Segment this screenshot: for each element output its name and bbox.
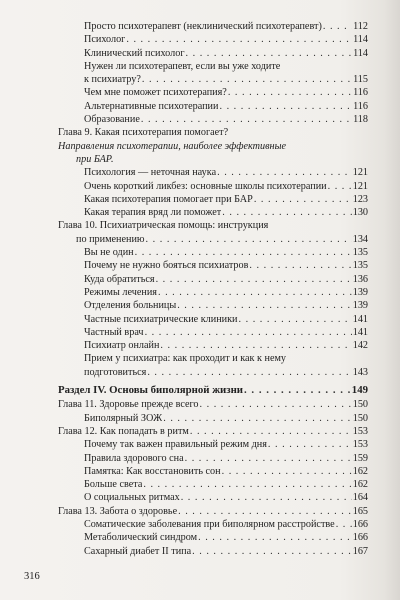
toc-entry <box>58 73 368 86</box>
leader-dots <box>222 465 352 478</box>
leader-dots <box>249 259 351 272</box>
toc-entry <box>58 366 368 379</box>
toc-entry <box>58 313 368 326</box>
toc-page-number: 115 <box>353 74 368 86</box>
toc-page-number: 123 <box>352 193 368 205</box>
toc-page-number: 139 <box>352 286 368 298</box>
toc-entry-title: Метаболический синдром <box>84 532 198 544</box>
toc-entry <box>58 465 368 478</box>
toc-entry <box>58 180 368 193</box>
toc-page-number: 149 <box>351 384 368 397</box>
toc-entry-title: Частный врач <box>84 326 144 338</box>
toc-page-number: 153 <box>352 425 368 437</box>
toc-chapter <box>58 505 368 518</box>
toc-entry-title: Отделения больницы <box>84 300 177 312</box>
toc-entry <box>58 86 368 99</box>
leader-dots <box>163 412 352 425</box>
toc-entry <box>58 518 368 531</box>
toc-page-number: 114 <box>353 47 368 59</box>
toc-entry-title: Частные психиатрические клиники <box>84 313 238 325</box>
toc-section <box>58 384 368 397</box>
toc-page-number: 143 <box>352 366 368 378</box>
toc-entry-title: Глава 12. Как попадать в ритм <box>58 425 189 437</box>
toc-entry-title: Очень короткий ликбез: основные школы психотерапии <box>84 180 327 192</box>
toc-entry <box>58 478 368 491</box>
toc-entry-title: Глава 11. Здоровье прежде всего <box>58 399 199 411</box>
toc-entry <box>58 491 368 504</box>
leader-dots <box>177 299 352 312</box>
toc-entry <box>58 100 368 113</box>
toc-page-number: 112 <box>353 21 368 32</box>
leader-dots <box>158 286 352 299</box>
toc-page-number: 136 <box>352 273 368 285</box>
leader-dots <box>147 366 351 379</box>
leader-dots <box>198 531 352 544</box>
toc-entry <box>58 545 368 558</box>
toc-entry <box>58 273 368 286</box>
toc-page-number: 150 <box>352 412 368 424</box>
toc-page-number: 135 <box>352 247 368 259</box>
toc-entry-title: Чем мне поможет психотерапия? <box>84 87 227 99</box>
toc-entry <box>58 33 368 46</box>
leader-dots <box>146 233 352 246</box>
leader-dots <box>219 100 352 113</box>
leader-dots <box>160 339 351 352</box>
toc-entry <box>58 286 368 299</box>
toc-entry-title: Нужен ли психотерапевт, если вы уже ходите <box>84 60 281 72</box>
leader-dots <box>126 33 352 46</box>
leader-dots <box>239 313 352 326</box>
toc-page-number: 130 <box>352 207 368 219</box>
toc-chapter <box>58 398 368 411</box>
toc-entry-title: Больше света <box>84 479 143 491</box>
toc-chapter <box>58 126 368 139</box>
toc-entry-title: Памятка: Как восстановить сон <box>84 465 221 477</box>
toc-entry <box>58 246 368 259</box>
leader-dots <box>323 20 352 33</box>
toc-page-number: 135 <box>352 260 368 272</box>
leader-dots <box>156 273 352 286</box>
leader-dots <box>141 113 352 126</box>
toc-entry <box>58 206 368 219</box>
toc-chapter <box>58 219 368 232</box>
toc-entry-title: Раздел IV. Основы биполярной жизни <box>58 384 244 397</box>
leader-dots <box>244 384 351 397</box>
toc-entry-title: по применению <box>76 233 145 245</box>
toc-entry <box>58 20 368 33</box>
toc-entry-title: Психология — неточная наука <box>84 167 217 179</box>
toc-page-number: 141 <box>352 326 368 338</box>
leader-dots <box>185 452 352 465</box>
toc-page-number: 159 <box>352 452 368 464</box>
toc-page-number: 141 <box>352 313 368 325</box>
toc-entry-title: Альтернативные психотерапии <box>84 100 219 112</box>
toc-entry-title: Куда обратиться <box>84 273 155 285</box>
toc-entry-title: при БАР. <box>76 153 114 165</box>
toc-chapter <box>58 425 368 438</box>
toc-entry <box>58 531 368 544</box>
toc-entry <box>58 438 368 451</box>
toc-page-number: 116 <box>353 87 368 99</box>
toc-entry <box>58 113 368 126</box>
page-number: 316 <box>24 571 40 582</box>
toc-entry-title: Правила здорового сна <box>84 452 184 464</box>
toc-entry-title: Психолог <box>84 34 126 46</box>
toc-page-number: 166 <box>352 532 368 544</box>
leader-dots <box>145 326 352 339</box>
toc-entry-title: Почему так важен правильный режим дня <box>84 439 267 451</box>
toc-page-number: 121 <box>352 167 368 179</box>
toc-entry-title: Глава 13. Забота о здоровье <box>58 505 178 517</box>
leader-dots <box>228 86 352 99</box>
leader-dots <box>200 398 352 411</box>
toc-page-number: 162 <box>352 465 368 477</box>
toc-entry-title: Режимы лечения <box>84 286 157 298</box>
leader-dots <box>142 73 352 86</box>
toc-page-number: 167 <box>352 545 368 557</box>
toc-page-number: 162 <box>352 479 368 491</box>
toc-entry-title: к психиатру? <box>84 74 141 86</box>
leader-dots <box>328 180 352 193</box>
leader-dots <box>254 193 352 206</box>
table-of-contents <box>58 20 368 558</box>
toc-entry-title: Какая психотерапия помогает при БАР <box>84 193 253 205</box>
toc-page-number: 153 <box>352 439 368 451</box>
leader-dots <box>217 166 352 179</box>
toc-page-number: 164 <box>352 492 368 504</box>
toc-entry <box>58 193 368 206</box>
toc-entry <box>58 339 368 352</box>
leader-dots <box>336 518 352 531</box>
toc-entry <box>58 259 368 272</box>
toc-entry-title: подготовиться <box>84 366 147 378</box>
toc-entry-title: Клинический психолог <box>84 47 185 59</box>
toc-entry-title: Психиатр онлайн <box>84 340 160 352</box>
toc-entry-title: Просто психотерапевт (неклинический психотерапевт) <box>84 21 322 32</box>
toc-page-number: 139 <box>352 300 368 312</box>
toc-entry-title: Вы не один <box>84 247 134 259</box>
toc-entry <box>58 233 368 246</box>
toc-entry-title: Соматические заболевания при биполярном расстройстве <box>84 518 335 530</box>
toc-entry-title: Прием у психиатра: как проходит и как к нему <box>84 353 287 365</box>
toc-entry <box>58 299 368 312</box>
leader-dots <box>268 438 352 451</box>
toc-entry-title: Направления психотерапии, наиболее эффективные <box>58 140 286 152</box>
toc-page-number: 114 <box>353 34 368 46</box>
toc-page-number: 150 <box>352 399 368 411</box>
toc-entry-title: Сахарный диабет II типа <box>84 545 192 557</box>
toc-entry <box>58 412 368 425</box>
toc-entry-title: Какая терапия вряд ли поможет <box>84 207 222 219</box>
toc-entry-title: Глава 10. Психиатрическая помощь: инструкция <box>58 220 269 232</box>
toc-entry-title: Образование <box>84 114 140 126</box>
leader-dots <box>178 505 352 518</box>
toc-page-number: 134 <box>352 233 368 245</box>
toc-chapter <box>58 140 368 153</box>
leader-dots <box>181 491 352 504</box>
toc-entry <box>58 166 368 179</box>
toc-page-number: 166 <box>352 518 368 530</box>
leader-dots <box>186 47 353 60</box>
toc-page-number: 118 <box>353 114 368 126</box>
toc-page-number: 121 <box>352 180 368 192</box>
leader-dots <box>190 425 352 438</box>
toc-entry-title: Почему не нужно бояться психиатров <box>84 260 249 272</box>
toc-entry <box>58 452 368 465</box>
leader-dots <box>135 246 352 259</box>
toc-page-number: 165 <box>352 505 368 517</box>
toc-entry <box>58 326 368 339</box>
toc-entry-title: Глава 9. Какая психотерапия помогает? <box>58 127 229 139</box>
toc-entry <box>58 60 368 73</box>
toc-entry-title: Биполярный ЗОЖ <box>84 412 163 424</box>
leader-dots <box>192 545 352 558</box>
toc-entry <box>58 153 368 166</box>
toc-page-number: 142 <box>352 340 368 352</box>
toc-entry <box>58 352 368 365</box>
leader-dots <box>143 478 351 491</box>
leader-dots <box>222 206 351 219</box>
toc-entry <box>58 47 368 60</box>
toc-entry-title: О социальных ритмах <box>84 492 180 504</box>
toc-page-number: 116 <box>353 100 368 112</box>
